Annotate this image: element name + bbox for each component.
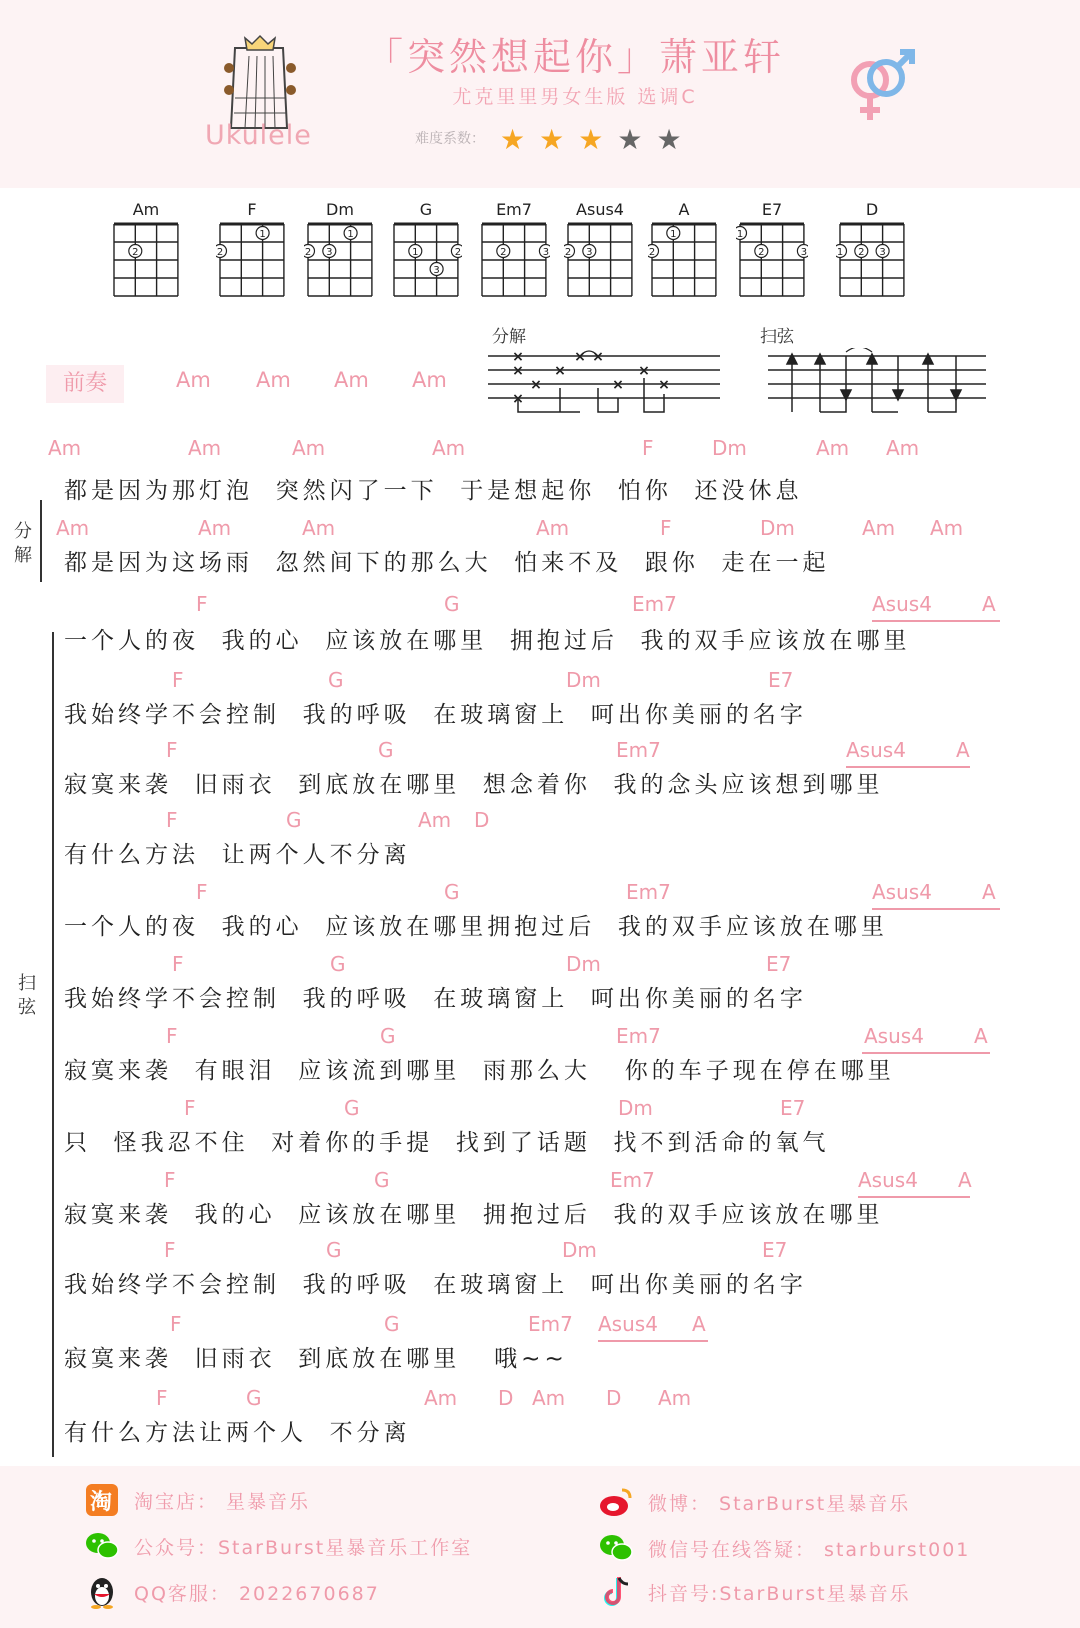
- chord-diagram: [836, 200, 908, 302]
- wechat-public-info: [84, 1528, 472, 1564]
- chord-name: G: [419, 200, 433, 219]
- qq-info: [84, 1574, 380, 1610]
- chord-label: A: [958, 1168, 972, 1192]
- chord-label: Am: [48, 436, 82, 460]
- lyric-line: 只 怪我忍不住 对着你的手提 找到了话题 找不到活命的氧气: [64, 1130, 830, 1156]
- chord-label: A: [974, 1024, 988, 1048]
- chord-label: G: [330, 952, 346, 976]
- lyric-line: 寂寞来袭 旧雨衣 到底放在哪里 想念着你 我的念头应该想到哪里: [64, 772, 884, 798]
- wechat-qa-text: 微信号在线答疑： starburst001: [648, 1538, 971, 1561]
- lyric-line: 寂寞来袭 我的心 应该放在哪里 拥抱过后 我的双手应该放在哪里: [64, 1202, 884, 1228]
- strum-pattern: [768, 348, 990, 428]
- wechat-icon: [84, 1528, 120, 1564]
- picking-pattern: [488, 348, 728, 428]
- chord-label: Em7: [616, 1024, 661, 1048]
- chord-label: Dm: [618, 1096, 653, 1120]
- star-filled-icon: ★: [500, 123, 526, 156]
- picking-bracket: [40, 500, 42, 582]
- douyin-info: [598, 1574, 911, 1610]
- chord-label: A: [956, 738, 970, 762]
- douyin-icon: [598, 1574, 634, 1610]
- chord-diagram: [648, 200, 720, 302]
- chord-label: G: [378, 738, 394, 762]
- chord-label: F: [642, 436, 654, 460]
- star-filled-icon: ★: [578, 123, 604, 156]
- chord-label: F: [196, 880, 208, 904]
- chord-name: Em7: [496, 200, 532, 219]
- chord-label: Am: [886, 436, 920, 460]
- chord-label: Dm: [566, 668, 601, 692]
- subtitle: 尤克里里男女生版 选调C: [452, 86, 698, 108]
- chord-label: F: [660, 516, 672, 540]
- qq-penguin-icon: [84, 1574, 120, 1610]
- strum-bracket: [52, 632, 54, 1457]
- chord-label: G: [384, 1312, 400, 1336]
- svg-text:2: 2: [304, 247, 312, 258]
- chord-label: Asus4: [864, 1024, 924, 1048]
- chord-label: A: [982, 592, 996, 616]
- svg-text:2: 2: [858, 247, 865, 258]
- chord-label: F: [196, 592, 208, 616]
- svg-text:2: 2: [758, 247, 765, 258]
- chord-label: F: [172, 952, 184, 976]
- chord-diagram: [304, 200, 376, 302]
- chord-label: Asus4: [858, 1168, 918, 1192]
- svg-text:2: 2: [132, 247, 139, 258]
- chord-fretboard: [648, 222, 720, 302]
- chord-name: A: [678, 200, 690, 219]
- svg-text:1: 1: [347, 229, 354, 240]
- chord-label: Am: [302, 516, 336, 540]
- wechat-public-text: 公众号：StarBurst星暴音乐工作室: [134, 1536, 473, 1559]
- douyin-text: 抖音号:StarBurst星暴音乐: [648, 1582, 911, 1605]
- intro-chord: Am: [412, 368, 447, 392]
- chord-label: Am: [424, 1386, 458, 1410]
- chord-label: Am: [532, 1386, 566, 1410]
- chord-label: Dm: [566, 952, 601, 976]
- lyric-line: 我始终学不会控制 我的呼吸 在玻璃窗上 呵出你美丽的名字: [64, 702, 807, 728]
- chord-label: Em7: [616, 738, 661, 762]
- intro-label: 前奏: [46, 365, 124, 403]
- chord-label: D: [474, 808, 490, 832]
- chord-fretboard: [836, 222, 908, 302]
- svg-text:2: 2: [500, 247, 507, 258]
- svg-text:3: 3: [542, 247, 550, 258]
- chord-label: Am: [658, 1386, 692, 1410]
- weibo-icon: [598, 1484, 634, 1520]
- svg-text:1: 1: [412, 247, 419, 258]
- chord-label: Am: [536, 516, 570, 540]
- chord-label: G: [326, 1238, 342, 1262]
- chord-label: F: [166, 738, 178, 762]
- song-title: 「突然想起你」萧亚轩: [364, 35, 785, 79]
- intro-chord: Am: [256, 368, 291, 392]
- svg-text:×: ×: [512, 363, 524, 379]
- lyric-line: 都是因为那灯泡 突然闪了一下 于是想起你 怕你 还没休息: [64, 478, 803, 504]
- header: [0, 0, 1080, 188]
- svg-text:×: ×: [658, 377, 670, 393]
- wechat-icon: [598, 1530, 634, 1566]
- chord-label: F: [164, 1238, 176, 1262]
- chord-label: D: [606, 1386, 622, 1410]
- chord-label: G: [374, 1168, 390, 1192]
- chord-label: Dm: [760, 516, 795, 540]
- lyric-line: 寂寞来袭 旧雨衣 到底放在哪里 哦~~: [64, 1346, 568, 1372]
- chord-label: Dm: [712, 436, 747, 460]
- chord-diagram: [564, 200, 636, 302]
- chord-fretboard: [110, 222, 182, 302]
- chord-diagram: [390, 200, 462, 302]
- chord-label: F: [184, 1096, 196, 1120]
- intro-chord: Am: [334, 368, 369, 392]
- svg-text:1: 1: [836, 247, 844, 258]
- lyric-line: 都是因为这场雨 忽然间下的那么大 怕来不及 跟你 走在一起: [64, 550, 830, 576]
- chord-label: G: [344, 1096, 360, 1120]
- chord-underline: [872, 908, 1000, 910]
- wechat-qa-info: [598, 1530, 970, 1566]
- chord-diagram: [478, 200, 550, 302]
- star-empty-icon: ★: [617, 123, 643, 156]
- svg-text:1: 1: [259, 229, 266, 240]
- svg-text:×: ×: [530, 377, 542, 393]
- star-filled-icon: ★: [539, 123, 565, 156]
- chord-label: E7: [780, 1096, 806, 1120]
- chord-label: Em7: [632, 592, 677, 616]
- picking-section-label: 分解: [14, 521, 32, 566]
- intro-chord: Am: [176, 368, 211, 392]
- chord-name: E7: [761, 200, 783, 219]
- svg-text:3: 3: [800, 247, 808, 258]
- svg-text:3: 3: [879, 247, 886, 258]
- chord-label: G: [444, 592, 460, 616]
- svg-text:1: 1: [736, 229, 744, 240]
- svg-text:2: 2: [564, 247, 572, 258]
- footer: [0, 1466, 1080, 1628]
- chord-label: F: [166, 808, 178, 832]
- chord-label: G: [380, 1024, 396, 1048]
- chord-label: E7: [768, 668, 794, 692]
- chord-name: Dm: [326, 200, 354, 219]
- chord-label: G: [444, 880, 460, 904]
- chord-label: F: [170, 1312, 182, 1336]
- lyric-line: 我始终学不会控制 我的呼吸 在玻璃窗上 呵出你美丽的名字: [64, 986, 807, 1012]
- lyric-line: 一个人的夜 我的心 应该放在哪里拥抱过后 我的双手应该放在哪里: [64, 914, 888, 940]
- chord-label: Am: [292, 436, 326, 460]
- chord-label: G: [286, 808, 302, 832]
- svg-text:1: 1: [670, 229, 677, 240]
- lyric-line: 有什么方法 让两个人不分离: [64, 842, 411, 868]
- chord-label: Am: [56, 516, 90, 540]
- chord-label: D: [498, 1386, 514, 1410]
- chord-diagram: [216, 200, 288, 302]
- svg-text:淘: 淘: [89, 1490, 115, 1515]
- svg-text:2: 2: [648, 247, 656, 258]
- qq-text: QQ客服： 2022670687: [134, 1582, 380, 1605]
- chord-diagram: [110, 200, 182, 302]
- chord-label: G: [246, 1386, 262, 1410]
- chord-label: Asus4: [872, 592, 932, 616]
- weibo-info: [598, 1484, 910, 1520]
- chord-label: Am: [188, 436, 222, 460]
- svg-text:×: ×: [612, 377, 624, 393]
- chord-label: Asus4: [598, 1312, 658, 1336]
- strum-legend-label: 扫弦: [760, 327, 794, 347]
- chord-label: Asus4: [846, 738, 906, 762]
- chord-label: E7: [762, 1238, 788, 1262]
- chord-label: Am: [198, 516, 232, 540]
- chord-label: Dm: [562, 1238, 597, 1262]
- lyric-line: 寂寞来袭 有眼泪 应该流到哪里 雨那么大 你的车子现在停在哪里: [64, 1058, 895, 1084]
- chord-label: Em7: [610, 1168, 655, 1192]
- difficulty-stars: [500, 123, 682, 156]
- svg-text:×: ×: [512, 349, 524, 365]
- chord-label: F: [164, 1168, 176, 1192]
- chord-fretboard: [304, 222, 376, 302]
- svg-text:3: 3: [326, 247, 333, 258]
- chord-label: Asus4: [872, 880, 932, 904]
- chord-label: Am: [862, 516, 896, 540]
- chord-label: A: [982, 880, 996, 904]
- svg-text:×: ×: [512, 391, 524, 407]
- chord-fretboard: [736, 222, 808, 302]
- svg-text:×: ×: [574, 349, 586, 365]
- lyric-line: 一个人的夜 我的心 应该放在哪里 拥抱过后 我的双手应该放在哪里: [64, 628, 911, 654]
- chord-name: Am: [132, 200, 160, 219]
- chord-label: Em7: [528, 1312, 573, 1336]
- chord-label: Am: [418, 808, 452, 832]
- chord-diagram: [736, 200, 808, 302]
- svg-text:3: 3: [586, 247, 593, 258]
- taobao-icon: [84, 1482, 120, 1518]
- chord-label: Am: [816, 436, 850, 460]
- svg-text:3: 3: [433, 265, 440, 276]
- chord-label: G: [328, 668, 344, 692]
- chord-name: F: [247, 200, 257, 219]
- strum-section-label: 扫弦: [18, 973, 36, 1018]
- svg-text:×: ×: [592, 349, 604, 365]
- logo-text: Ukulele: [205, 120, 312, 151]
- chord-fretboard: [390, 222, 462, 302]
- chord-fretboard: [478, 222, 550, 302]
- chord-name: D: [865, 200, 879, 219]
- lyric-line: 我始终学不会控制 我的呼吸 在玻璃窗上 呵出你美丽的名字: [64, 1272, 807, 1298]
- male-female-icon: [840, 44, 920, 124]
- chord-label: F: [156, 1386, 168, 1410]
- svg-text:2: 2: [454, 247, 462, 258]
- weibo-text: 微博： StarBurst星暴音乐: [648, 1492, 911, 1515]
- chord-label: Am: [930, 516, 964, 540]
- svg-text:×: ×: [638, 363, 650, 379]
- svg-text:2: 2: [216, 247, 224, 258]
- svg-text:×: ×: [554, 363, 566, 379]
- chord-label: E7: [766, 952, 792, 976]
- lyric-line: 有什么方法让两个人 不分离: [64, 1420, 411, 1446]
- chord-fretboard: [216, 222, 288, 302]
- chord-label: Am: [432, 436, 466, 460]
- chord-label: F: [166, 1024, 178, 1048]
- chord-label: Em7: [626, 880, 671, 904]
- chord-fretboard: [564, 222, 636, 302]
- chord-underline: [598, 1340, 708, 1342]
- taobao-info: [84, 1482, 310, 1518]
- taobao-text: 淘宝店： 星暴音乐: [134, 1490, 311, 1513]
- chord-label: A: [692, 1312, 706, 1336]
- difficulty-label: 难度系数：: [415, 131, 485, 147]
- star-empty-icon: ★: [656, 123, 682, 156]
- chord-name: Asus4: [576, 200, 624, 219]
- picking-legend-label: 分解: [492, 327, 526, 347]
- chord-label: F: [172, 668, 184, 692]
